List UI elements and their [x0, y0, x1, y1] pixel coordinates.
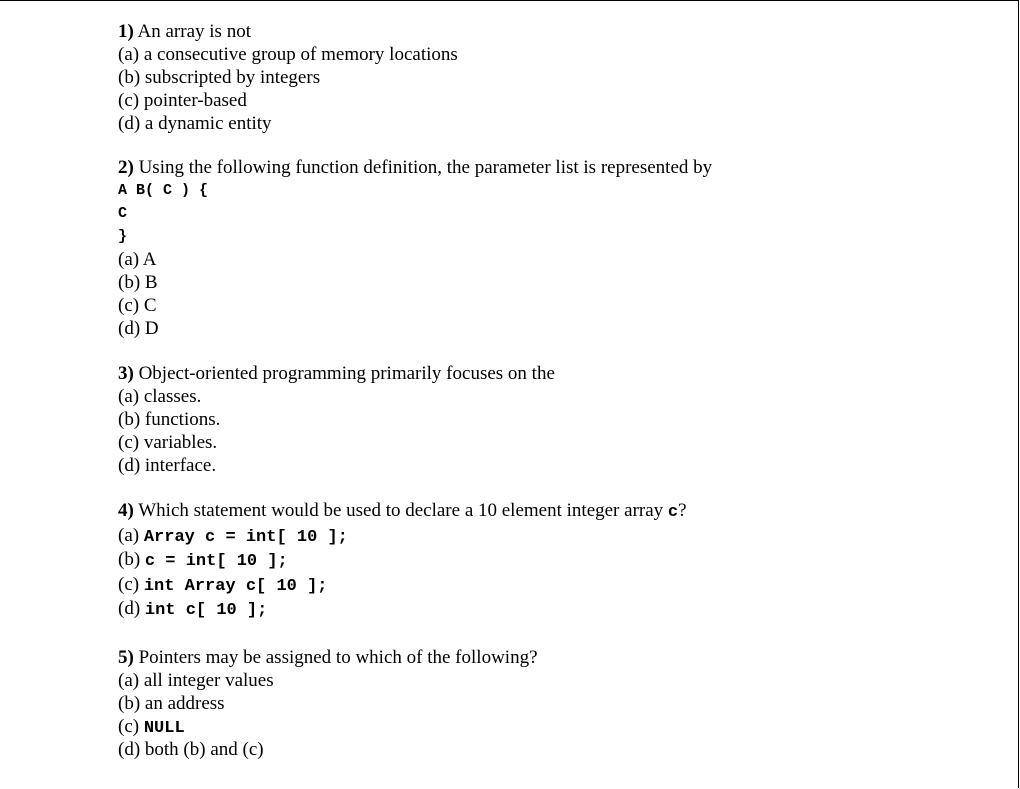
question-number: 4) [118, 500, 134, 521]
question-code: c [667, 503, 679, 522]
option-a [118, 524, 687, 549]
option-b: (b) subscripted by integers [118, 67, 321, 88]
option-label: (c) [118, 573, 144, 595]
question-end: ? [678, 500, 687, 521]
code-line-1: A B( C ) { [118, 182, 209, 199]
option-code: int Array c[ 10 ]; [143, 576, 328, 596]
question-1 [118, 20, 458, 135]
question-number: 3) [118, 363, 134, 384]
question-4 [118, 499, 687, 622]
option-a: (a) a consecutive group of memory locations [118, 44, 458, 65]
question-number: 2) [118, 157, 134, 178]
option-c: (c) C [118, 295, 157, 316]
option-label: (c) [118, 716, 144, 737]
question-stem [118, 646, 538, 669]
question-3 [118, 362, 555, 477]
option-c: (c) pointer-based [118, 90, 247, 111]
option-code: c = int[ 10 ]; [144, 552, 288, 571]
option-b [118, 692, 538, 715]
option-d [118, 597, 687, 622]
option-b [118, 548, 687, 573]
question-number: 1) [118, 21, 134, 42]
code-line-3: } [118, 228, 128, 245]
option-d: (d) a dynamic entity [118, 113, 272, 134]
option-a: (a) classes. [118, 386, 202, 407]
option-d: (d) D [118, 318, 159, 339]
question-5 [118, 646, 538, 761]
option-label: (d) [118, 598, 145, 619]
option-b: (b) functions. [118, 409, 221, 430]
option-d [118, 738, 538, 761]
option-d: (d) interface. [118, 455, 217, 476]
option-code: Array c = int[ 10 ]; [143, 527, 348, 547]
code-line-2: C [118, 205, 128, 222]
question-stem [118, 20, 458, 43]
question-2 [118, 156, 712, 340]
question-text: Which statement would be used to declare a 10 element integer array [133, 500, 668, 521]
question-text: Using the following function definition, the parameter list is represented by [133, 157, 713, 178]
option-c [118, 715, 538, 738]
question-text: Pointers may be assigned to which of the following? [133, 647, 538, 668]
option-label: (a) all integer values [118, 670, 274, 691]
question-number: 5) [118, 647, 134, 668]
option-a [118, 669, 538, 692]
option-code: int c[ 10 ]; [144, 601, 268, 620]
question-text: Object-oriented programming primarily focuses on the [133, 363, 555, 384]
option-label: (a) [118, 524, 144, 546]
option-c [118, 573, 687, 598]
question-stem [118, 362, 555, 385]
option-code: NULL [143, 719, 185, 738]
option-b: (b) B [118, 272, 158, 293]
question-stem [118, 499, 687, 524]
option-a: (a) A [118, 249, 157, 270]
option-label: (d) both (b) and (c) [118, 739, 264, 760]
option-c: (c) variables. [118, 432, 218, 453]
question-text: An array is not [133, 21, 251, 42]
question-stem [118, 156, 712, 179]
option-label: (b) an address [118, 693, 225, 714]
option-label: (b) [118, 549, 145, 570]
